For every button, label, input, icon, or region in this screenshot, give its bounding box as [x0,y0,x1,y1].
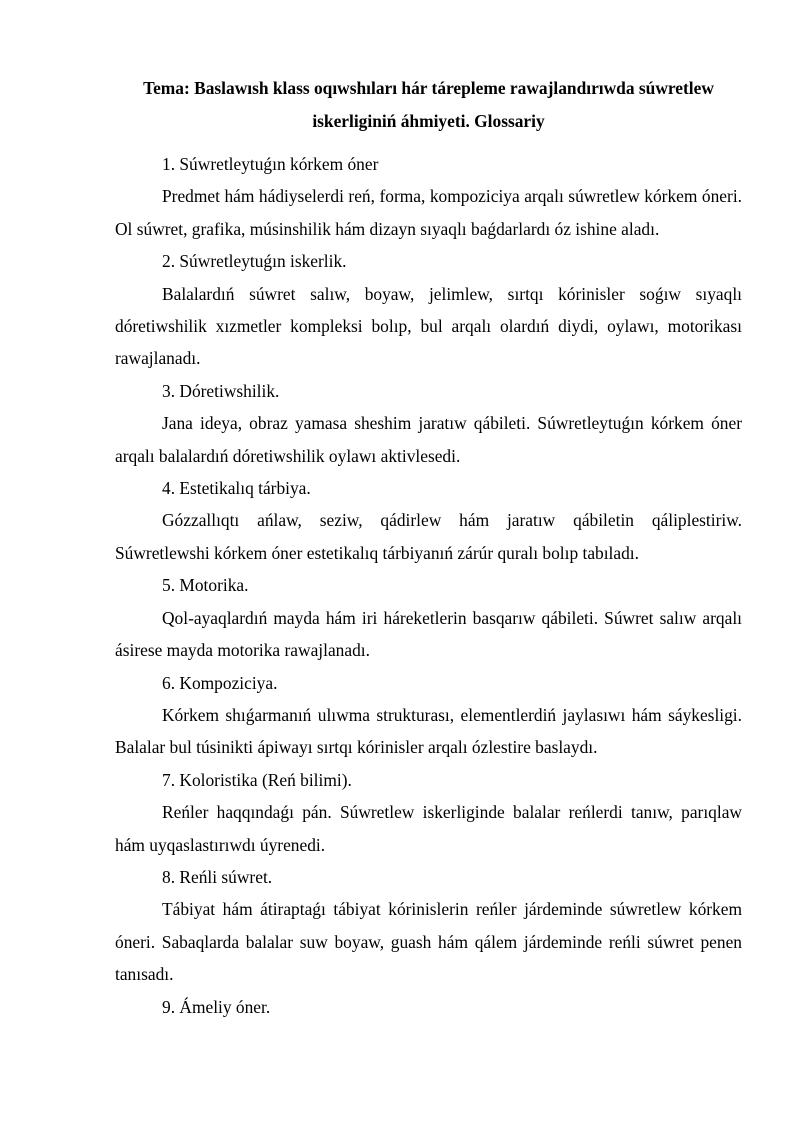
glossary-definition-2: Balalardıń súwret salıw, boyaw, jelimlew, sırtqı kórinisler soǵıw sıyaqlı dóretiwshilik xızmetler kompleksi bolıp, bul arqalı olardıń diydi, oylawı, motorikası rawajlanadı. [115,283,742,369]
glossary-term-4: 4. Estetikalıq tárbiya. [162,478,311,499]
glossary-definition-3: Jana ideya, obraz yamasa sheshim jaratıw qábileti. Súwretleytuǵın kórkem óner arqalı balalardıń dóretiwshilik oylawı aktivlesedi. [115,413,742,466]
glossary-definition-5: Qol-ayaqlardıń mayda hám iri háreketlerin basqarıw qábileti. Súwret salıw arqalı ásirese mayda motorika rawajlanadı. [115,607,742,661]
glossary-term-2: 2. Súwretleytuǵın iskerlik. [162,251,347,272]
glossary-term-5: 5. Motorika. [162,575,249,596]
document-title: Tema: Baslawısh klass oqıwshıları hár tárepleme rawajlandırıwda súwretlew iskerliginiń áhmiyeti. Glossariy [143,78,714,131]
glossary-term-1: 1. Súwretleytuǵın kórkem óner [162,154,379,174]
glossary-term-6: 6. Kompoziciya. [162,672,278,693]
glossary-definition-1: Predmet hám hádiyselerdi reń, forma, kompoziciya arqalı súwretlew kórkem óneri. Ol súwret, grafika, músinshilik hám dizayn sıyaqlı baǵdarlardı óz ishine aladı. [115,186,742,239]
glossary-definition-4: Gózzallıqtı ańlaw, seziw, qádirlew hám jaratıw qábiletin qáliplestiriw. Súwretlewshi kórkem óner estetikalıq tárbiyanıń zárúr quralı bolıp tabıladı. [115,510,742,563]
glossary-definition-6: Kórkem shıǵarmanıń ulıwma strukturası, elementlerdiń jaylasıwı hám sáykesligi. Balalar bul túsinikti ápiwayı sırtqı kórinisler arqalı ózlestire baslaydı. [115,704,742,758]
glossary-term-8: 8. Reńli súwret. [162,866,273,887]
glossary-definition-8: Tábiyat hám átiraptaǵı tábiyat kórinislerin reńler járdeminde súwretlew kórkem óneri. Sabaqlarda balalar suw boyaw, guash hám qálem járdeminde reńli súwret penen tanısadı. [115,899,742,985]
glossary-term-3: 3. Dóretiwshilik. [162,380,280,401]
glossary-term-9: 9. Ámeliy óner. [162,996,271,1017]
document-body [115,72,742,1023]
glossary-definition-7: Reńler haqqındaǵı pán. Súwretlew iskerliginde balalar reńlerdi tanıw, parıqlaw hám uyqaslastırıwdı úyrenedi. [115,802,742,855]
glossary-term-7: 7. Koloristika (Reń bilimi). [162,769,352,790]
